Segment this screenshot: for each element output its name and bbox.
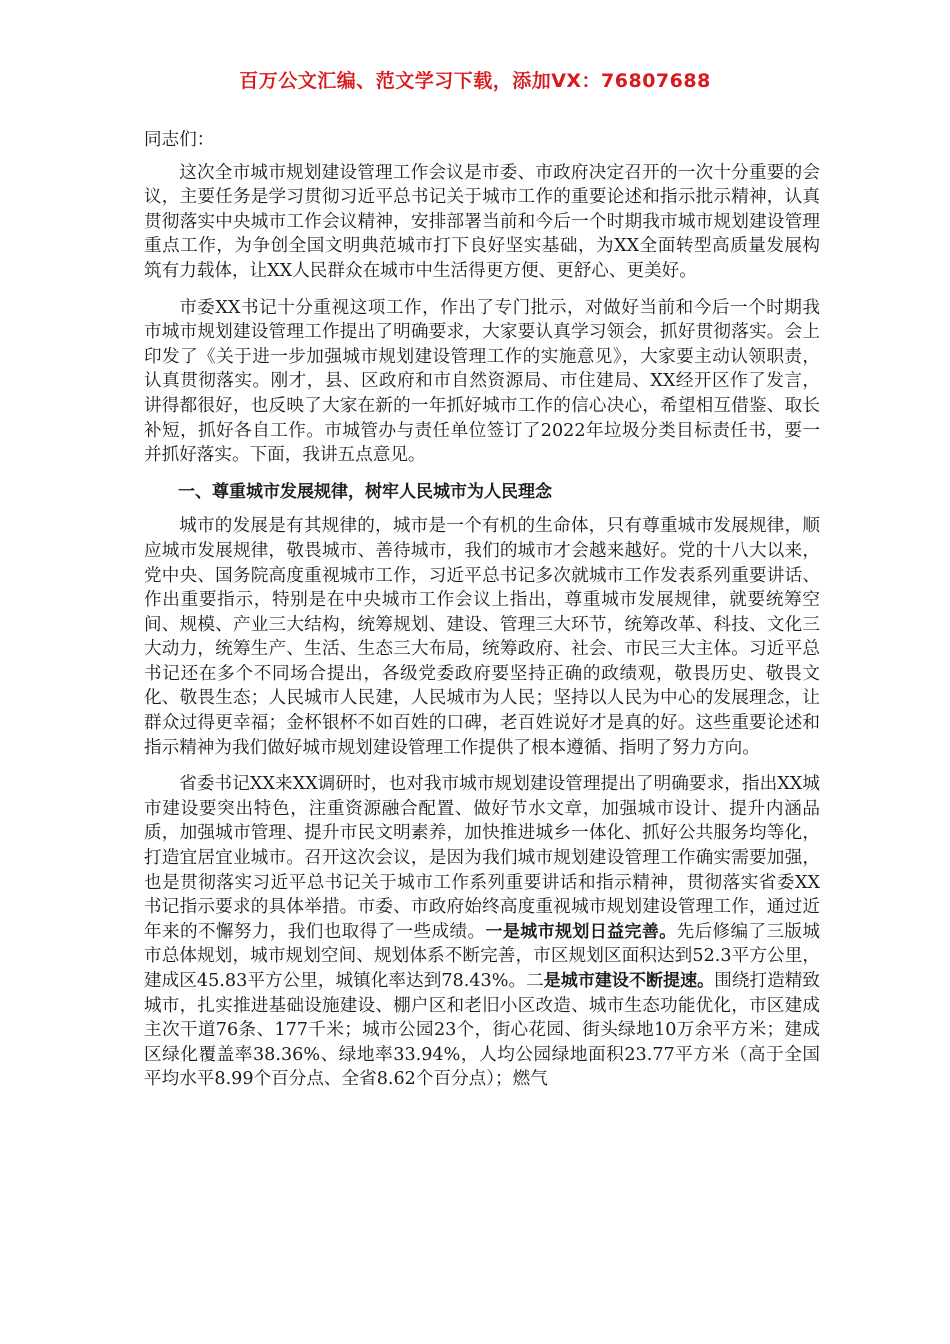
salutation: 同志们： — [144, 130, 215, 150]
paragraph-4-text-a: 省委书记XX来XX调研时，也对我市城市规划建设管理提出了明确要求，指出XX城市建设要突出特色，注重资源融合配置、做好节水文章，加强城市设计、提升内涵品质，加强城市管理、提升市民文明素养，加快推进城乡一体化、抓好公共服务均等化，打造宜居宜业城市。召开这次会议，是因为我们城市规划建设管理工作确实需要加强，也是贯彻落实习近平总书记关于城市工作系列重要讲话和指示精神，贯彻落实省委XX书记指示要求的具体举措。市委、市政府始终高度重视城市规划建设管理工作，通过近年来的不懈努力，我们也取得了一些成绩。 — [144, 774, 820, 942]
paragraph-2: 市委XX书记十分重视这项工作，作出了专门批示，对做好当前和今后一个时期我市城市规划建设管理工作提出了明确要求，大家要认真学习领会，抓好贯彻落实。会上印发了《关于进一步加强城市规划建设管理工作的实施意见》，大家要主动认领职责，认真贯彻落实。刚才，县、区政府和市自然资源局、市住建局、XX经开区作了发言，讲得都很好，也反映了大家在新的一年抓好城市工作的信心决心，希望相互借鉴、取长补短，抓好各自工作。市城管办与责任单位签订了2022年垃圾分类目标责任书，要一并抓好落实。下面，我讲五点意见。 — [144, 297, 820, 466]
document-body — [144, 128, 820, 1104]
bold-point-1: 一是城市规划日益完善。 — [485, 921, 677, 942]
watermark-banner: 百万公文汇编、范文学习下载，添加VX：76807688 — [239, 70, 711, 92]
paragraph-4-text-d: 围绕打造精致城市，扎实推进基础设施建设、棚户区和老旧小区改造、城市生态功能优化，市区建成主次干道76条、177千米；城市公园23个，街心花园、街头绿地10万余平方米；建成区绿化覆盖率38.36%、绿地率33.94%，人均公园绿地面积23.77平方米（高于全国平均水平8.99个百分点、全省8.62个百分点）；燃气 — [144, 971, 820, 1090]
paragraph-3: 城市的发展是有其规律的，城市是一个有机的生命体，只有尊重城市发展规律，顺应城市发展规律，敬畏城市、善待城市，我们的城市才会越来越好。党的十八大以来，党中央、国务院高度重视城市工作，习近平总书记多次就城市工作发表系列重要讲话、作出重要指示，特别是在中央城市工作会议上指出，尊重城市发展规律，就要统筹空间、规模、产业三大结构，统筹规划、建设、管理三大环节，统筹改革、科技、文化三大动力，统筹生产、生活、生态三大布局，统筹政府、社会、市民三大主体。习近平总书记还在多个不同场合提出，各级党委政府要坚持正确的政绩观，敬畏历史、敬畏文化、敬畏生态；人民城市人民建，人民城市为人民；坚持以人民为中心的发展理念，让群众过得更幸福；金杯银杯不如百姓的口碑，老百姓说好才是真的好。这些重要论述和指示精神为我们做好城市规划建设管理工作提供了根本遵循、指明了努力方向。 — [144, 516, 820, 758]
paragraph-4-text-c: 先后修编了三版城市总体规划，城市规划空间、规划体系不断完善，市区规划区面积达到52.3平方公里，建成区45.83平方公里，城镇化率达到78.43%。二 — [144, 921, 820, 991]
paragraph-1: 这次全市城市规划建设管理工作会议是市委、市政府决定召开的一次十分重要的会议，主要任务是学习贯彻习近平总书记关于城市工作的重要论述和指示批示精神，认真贯彻落实中央城市工作会议精神，安排部署当前和今后一个时期我市城市规划建设管理重点工作，为争创全国文明典范城市打下良好坚实基础，为XX全面转型高质量发展构筑有力载体，让XX人民群众在城市中生活得更方便、更舒心、更美好。 — [144, 162, 820, 281]
paragraph-4 — [144, 772, 820, 1092]
bold-point-2: 是城市建设不断提速。 — [543, 971, 715, 991]
section-heading-1: 一、尊重城市发展规律，树牢人民城市为人民理念 — [178, 481, 552, 502]
